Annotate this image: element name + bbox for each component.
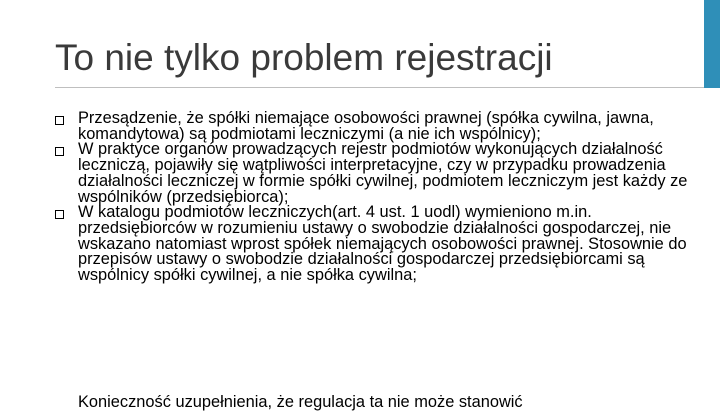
bullet-item bbox=[55, 111, 695, 142]
bullet-item bbox=[55, 205, 695, 284]
accent-bar bbox=[704, 0, 720, 88]
title-divider bbox=[55, 87, 704, 88]
bullet-list bbox=[55, 111, 695, 284]
overflow-text: Konieczność uzupełnienia, że regulacja ta nie może stanowić bbox=[78, 393, 523, 411]
slide-title: To nie tylko problem rejestracji bbox=[55, 37, 553, 78]
bullet-text: W katalogu podmiotów leczniczych(art. 4 ust. 1 uodl) wymieniono m.in. przedsiębiorców w rozumieniu ustawy o swobodzie działalności gospodarczej, nie wskazano natomiast wprost spółek niemających osobowości prawnej. Stosownie do przepisów ustawy o swobodzie działalności gospodarczej przedsiębiorcami są wspólnicy spółki cywilnej, a nie spółka cywilna; bbox=[78, 203, 687, 285]
bullet-text: Przesądzenie, że spółki niemające osobowości prawnej (spółka cywilna, jawna, komandytowa) są podmiotami leczniczymi (a nie ich wspólnicy); bbox=[78, 109, 654, 143]
square-bullet-icon bbox=[55, 147, 64, 156]
square-bullet-icon bbox=[55, 210, 64, 219]
bullet-text: W praktyce organów prowadzących rejestr podmiotów wykonujących działalność leczniczą, pojawiły się wątpliwości interpretacyjne, czy w przypadku prowadzenia działalności leczniczej w formie spółki cywilnej, podmiotem leczniczym jest każdy ze wspólników (przedsiębiorca); bbox=[78, 140, 688, 206]
square-bullet-icon bbox=[55, 116, 64, 125]
bullet-item bbox=[55, 142, 695, 205]
